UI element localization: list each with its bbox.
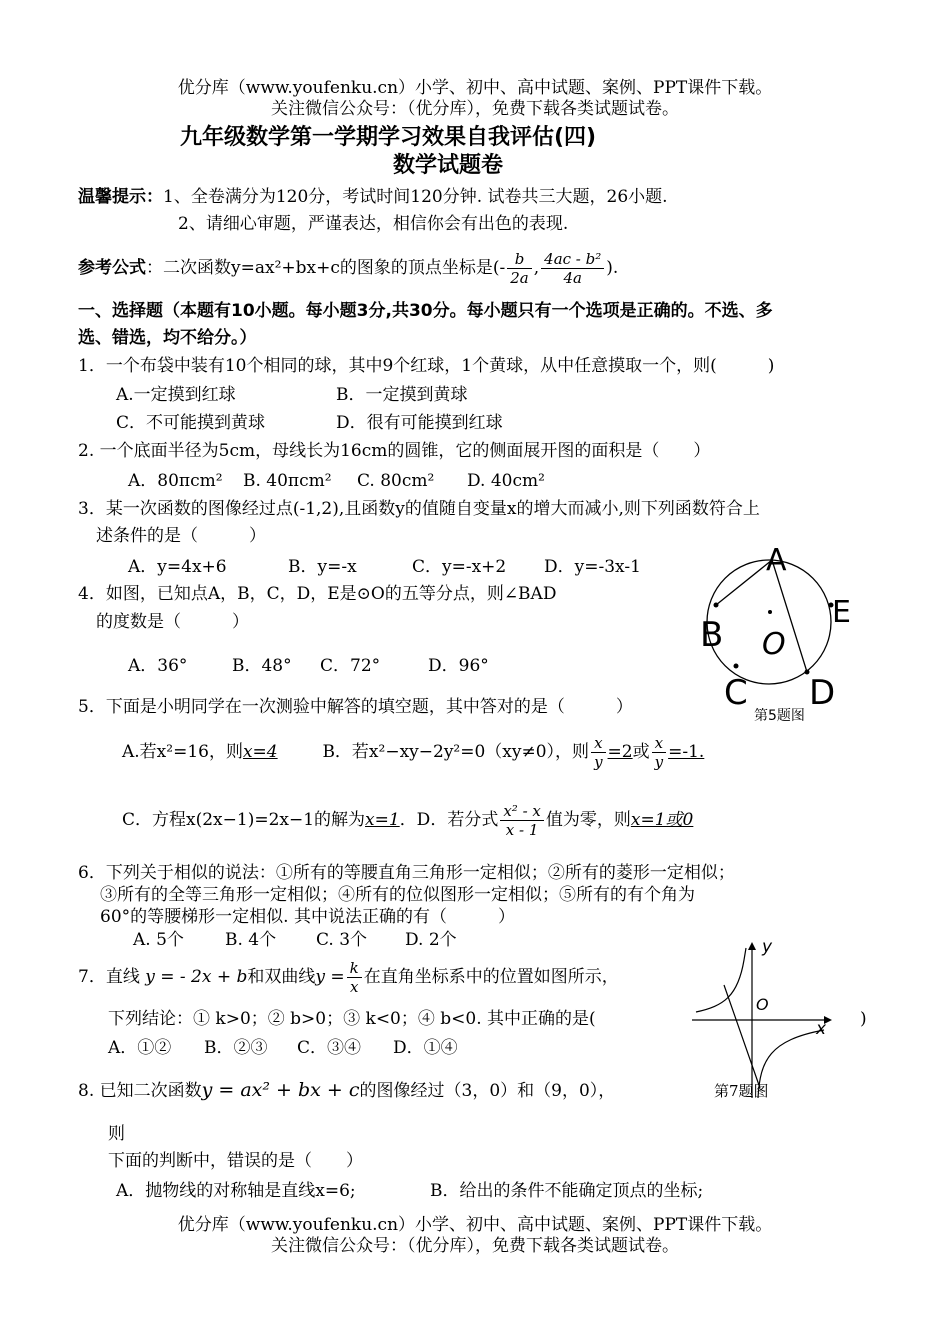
label-c: C <box>724 673 748 713</box>
circle-o <box>707 560 831 684</box>
question-8-expression: y = ax² + bx + c <box>201 1079 360 1101</box>
question-7-stem <box>78 955 619 999</box>
question-5-b-or: 或 <box>632 742 650 762</box>
question-6-option-b: B. 4个 <box>225 930 277 950</box>
section-1-heading-cont: 选、错选，均不给分。） <box>78 328 257 348</box>
question-8-stem-cont: 下面的判断中，错误的是（ ） <box>108 1151 363 1171</box>
question-3-option-c: C．y=-x+2 <box>412 557 507 577</box>
question-4-stem-cont: 的度数是（ ） <box>96 612 249 632</box>
question-2-stem: 2. 一个底面半径为5cm，母线长为16cm的圆锥，它的侧面展开图的面积是（ ） <box>78 441 711 461</box>
question-4-option-a: A．36° <box>128 656 188 676</box>
question-4-option-d: D．96° <box>428 656 489 676</box>
question-8-pre: 8. 已知二次函数 <box>78 1081 202 1101</box>
question-5-b-answer-1: =2 <box>607 742 633 762</box>
question-5-d-fraction: $\frac{\text{x² - x}}{x - 1}$ <box>500 802 544 839</box>
question-7-pre: 7．直线 <box>78 967 140 987</box>
question-2-option-c: C. 80cm² <box>357 471 435 491</box>
question-7-hyperbola-expression: y = <box>315 967 345 987</box>
question-7-post: 在直角坐标系中的位置如图所示， <box>363 967 619 987</box>
chord-ab <box>716 560 772 605</box>
question-7-conclusions: 下列结论：① k>0；② b>0；③ k<0；④ b<0. 其中正确的是( <box>108 1009 596 1029</box>
point-o <box>768 610 772 614</box>
figure-5-circle-diagram <box>694 532 864 732</box>
question-7-fraction: $\frac{k}{x}$ <box>347 959 362 996</box>
label-o: O <box>756 995 769 1014</box>
question-5-option-a-answer: x=4 <box>242 742 278 762</box>
question-5-option-c-answer: x=1 <box>365 810 400 830</box>
question-6-stem: 6．下列关于相似的说法：①所有的等腰直角三角形一定相似；②所有的菱形一定相似； <box>78 863 735 883</box>
question-6-option-c: C. 3个 <box>316 930 368 950</box>
label-o: O <box>762 627 786 662</box>
question-6-stem-cont-1: ③所有的全等三角形一定相似；④所有的位似图形一定相似；⑤所有的有个角为 <box>100 885 695 905</box>
formula-label: 参考公式 <box>78 258 146 278</box>
footer-line-2: 关注微信公众号：（优分库），免费下载各类试题试卷。 <box>271 1236 679 1256</box>
question-5-b-fraction-1: $\frac{x}{y}$ <box>591 734 605 771</box>
question-8-option-a: A．抛物线的对称轴是直线x=6; <box>116 1181 356 1201</box>
point-b <box>714 603 719 608</box>
question-8-post: 的图像经过（3，0）和（9，0）， <box>359 1081 616 1101</box>
tips-text-1: 1、全卷满分为120分，考试时间120分钟. 试卷共三大题，26小题. <box>163 187 668 207</box>
question-2-option-b: B. 40πcm² <box>243 471 332 491</box>
question-5-options-cd <box>122 796 693 844</box>
label-e: E <box>832 595 851 630</box>
question-3-option-d: D．y=-3x-1 <box>544 557 641 577</box>
formula-fraction-2: $\frac{\text{4ac - b²}}{4a}$ <box>541 250 604 287</box>
question-5-option-b: B．若x²−xy−2y²=0（xy≠0），则 <box>322 742 590 762</box>
question-5-option-d: ．D．若分式 <box>399 810 499 830</box>
tips-label: 温馨提示： <box>78 187 163 207</box>
question-5-options-ab <box>122 730 704 774</box>
question-5-d-middle: 值为零，则 <box>545 810 631 830</box>
label-d: D <box>809 673 836 713</box>
figure-5-caption: 第5题图 <box>754 708 805 724</box>
question-4-stem: 4．如图，已知点A，B，C，D，E是⊙O的五等分点，则∠BAD <box>78 584 557 604</box>
question-7-option-d: D．①④ <box>393 1038 458 1058</box>
formula-end: ). <box>606 258 619 278</box>
question-8-stem <box>78 1068 615 1113</box>
hyperbola-branch-1 <box>696 948 746 1012</box>
question-5-b-answer-2: =-1. <box>668 742 705 762</box>
question-7-paren-close: ) <box>860 1009 867 1029</box>
question-8-option-b: B．给出的条件不能确定顶点的坐标; <box>430 1181 704 1201</box>
header-line-2: 关注微信公众号：（优分库），免费下载各类试题试卷。 <box>271 99 679 119</box>
tips-line-2: 2、请细心审题，严谨表达，相信你会有出色的表现. <box>178 214 569 234</box>
question-8-then: 则 <box>108 1124 125 1144</box>
question-7-line-expression: y = - 2x + b <box>145 967 248 987</box>
question-1-stem: 1．一个布袋中装有10个相同的球，其中9个红球，1个黄球，从中任意摸取一个，则( ) <box>78 356 775 376</box>
question-3-option-a: A．y=4x+6 <box>128 557 227 577</box>
question-7-option-a: A．①② <box>108 1038 172 1058</box>
page-subtitle: 数学试题卷 <box>393 153 504 178</box>
question-5-option-a: A.若x²=16，则 <box>122 742 243 762</box>
y-axis-arrow <box>748 942 756 950</box>
question-5-option-d-answer: x=1或0 <box>630 810 694 830</box>
question-5-stem: 5．下面是小明同学在一次测验中解答的填空题，其中答对的是（ ） <box>78 697 633 717</box>
figure-7-graph <box>684 930 844 1102</box>
label-x: x <box>816 1019 827 1039</box>
formula-text: ：二次函数y=ax²+bx+c的图象的顶点坐标是(- <box>146 258 506 278</box>
header-line-1: 优分库（www.youfenku.cn）小学、初中、高中试题、案例、PPT课件下载。 <box>177 78 773 98</box>
question-2-option-a: A．80πcm² <box>128 471 223 491</box>
footer-line-1: 优分库（www.youfenku.cn）小学、初中、高中试题、案例、PPT课件下载。 <box>177 1215 773 1235</box>
question-5-b-fraction-2: $\frac{x}{y}$ <box>652 734 666 771</box>
question-6-option-d: D. 2个 <box>405 930 457 950</box>
question-4-option-c: C．72° <box>320 656 381 676</box>
question-5-option-c: C．方程x(2x−1)=2x−1的解为 <box>122 810 366 830</box>
formula-line: 参考公式：二次函数y=ax²+bx+c的图象的顶点坐标是(- $\frac{b}{2a}$ , $\frac{\text{4ac - b²}}{4a}$ ). <box>78 250 619 287</box>
question-1-option-c: C．不可能摸到黄球 <box>116 413 266 433</box>
question-6-stem-cont-2: 60°的等腰梯形一定相似. 其中说法正确的有（ ） <box>100 907 515 927</box>
question-4-option-b: B．48° <box>232 656 292 676</box>
question-7-option-b: B．②③ <box>204 1038 268 1058</box>
question-7-option-c: C．③④ <box>297 1038 362 1058</box>
question-3-stem: 3．某一次函数的图像经过点(-1,2),且函数y的值随自变量x的增大而减小,则下列函数符合上 <box>78 499 760 519</box>
label-y: y <box>762 937 773 957</box>
point-c <box>734 664 739 669</box>
figure-7-caption: 第7题图 <box>714 1082 769 1100</box>
question-3-stem-cont: 述条件的是（ ） <box>96 526 266 546</box>
label-b: B <box>700 615 724 655</box>
section-1-heading: 一、选择题（本题有10小题。每小题3分,共30分。每小题只有一个选项是正确的。不选、多 <box>78 301 773 321</box>
line-y-minus-2x-plus-b <box>724 985 760 1088</box>
formula-fraction-1: $\frac{b}{2a}$ <box>507 250 532 287</box>
question-2-option-d: D. 40cm² <box>467 471 545 491</box>
label-a: A <box>766 543 787 578</box>
question-1-option-d: D．很有可能摸到红球 <box>336 413 503 433</box>
question-1-option-a: A.一定摸到红球 <box>116 385 236 405</box>
question-3-option-b: B．y=-x <box>288 557 357 577</box>
tips-line-1 <box>78 186 668 208</box>
question-6-option-a: A. 5个 <box>133 930 184 950</box>
question-7-mid: 和双曲线 <box>247 967 316 987</box>
page-title: 九年级数学第一学期学习效果自我评估(四) <box>180 125 597 150</box>
question-1-option-b: B．一定摸到黄球 <box>336 385 468 405</box>
